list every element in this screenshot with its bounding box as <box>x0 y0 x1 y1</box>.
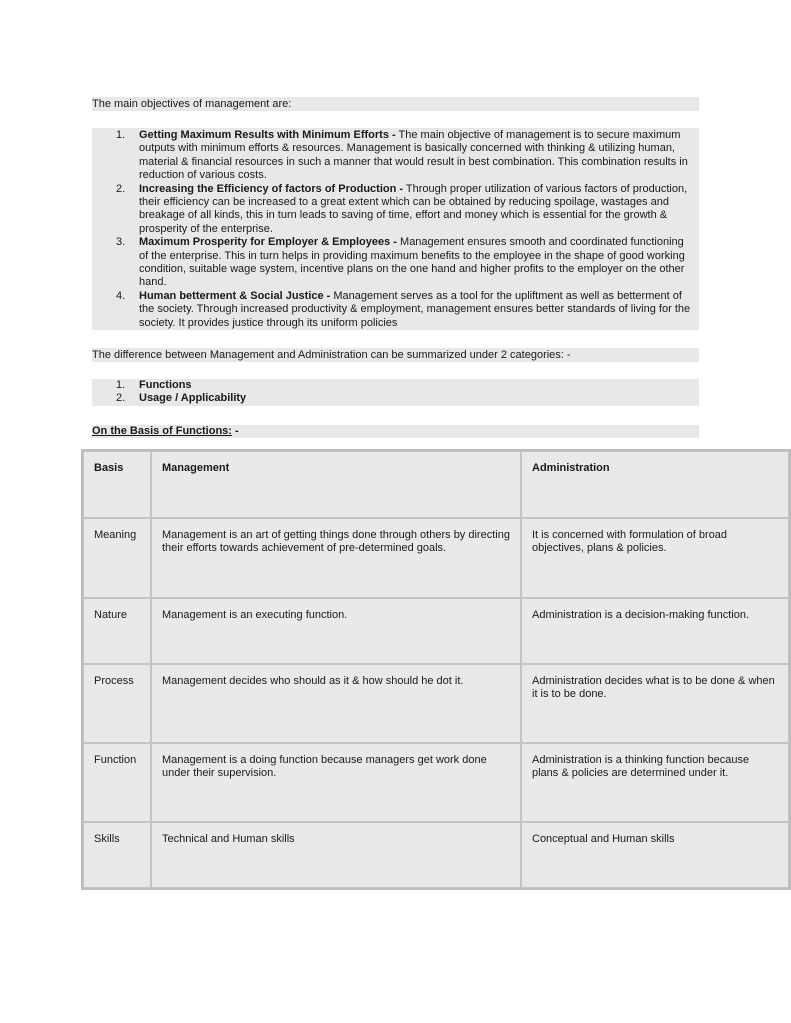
table-header-row <box>83 451 789 518</box>
list-number: 1. <box>116 129 126 141</box>
list-item <box>92 379 692 392</box>
list-number: 4. <box>116 289 126 302</box>
objective-text: Management serves as a tool for the upliftment as well as betterment of the society. Through increased productivity & employment, management ensures better standards of living for the society. It provides justice through its uniform policies <box>139 289 691 329</box>
table-cell: Administration is a thinking function because plans & policies are determined under it. <box>521 743 789 822</box>
list-item <box>92 183 692 237</box>
intro-text: The main objectives of management are: <box>92 97 699 111</box>
table-cell: Management is an executing function. <box>151 598 521 664</box>
list-number: 2. <box>116 182 126 195</box>
objective-text: Through proper utilization of various factors of production, their efficiency can be increased to a great extent which can be obtained by reducing spoilage, wastages and breakage of all kinds, this in turn leads to saving of time, effort and money which is essential for the growth & prosperity of the enterprise. <box>139 182 688 235</box>
table-cell: Conceptual and Human skills <box>521 822 789 888</box>
table-cell: Management is a doing function because managers get work done under their supervision. <box>151 743 521 822</box>
category-label: Usage / Applicability <box>139 392 247 405</box>
table-cell: Administration decides what is to be done & when it is to be done. <box>521 664 789 743</box>
table-row <box>83 822 789 888</box>
table-cell: Skills <box>83 822 151 888</box>
header-cell: Basis <box>83 451 151 518</box>
categories-list <box>92 379 692 406</box>
objective-title: Human betterment & Social Justice - <box>139 289 331 302</box>
section-heading-suffix: - <box>231 425 239 437</box>
table-cell: Meaning <box>83 518 151 598</box>
table-row <box>83 664 789 743</box>
comparison-table <box>81 449 791 890</box>
difference-text: The difference between Management and Administration can be summarized under 2 categories: - <box>92 348 699 362</box>
list-item <box>92 129 692 183</box>
category-label: Functions <box>139 379 192 391</box>
table-cell: Technical and Human skills <box>151 822 521 888</box>
table-cell: It is concerned with formulation of broad objectives, plans & policies. <box>521 518 789 598</box>
objective-text: The main objective of management is to secure maximum outputs with minimum efforts & resources. Management is basically concerned with thinking & utilizing human, material & financial resources in such a manner that would result in best combination. This combination results in reduction of various costs. <box>139 129 688 182</box>
table-cell: Function <box>83 743 151 822</box>
header-cell: Administration <box>521 451 789 518</box>
list-number: 1. <box>116 379 126 391</box>
table-row <box>83 518 789 598</box>
objective-title: Getting Maximum Results with Minimum Efforts - <box>139 129 396 141</box>
table-row <box>83 598 789 664</box>
table-row <box>83 743 789 822</box>
table-cell: Management is an art of getting things done through others by directing their efforts towards achievement of pre-determined goals. <box>151 518 521 598</box>
list-number: 3. <box>116 236 126 249</box>
list-item <box>92 236 692 290</box>
section-heading-text: On the Basis of Functions: <box>92 425 232 437</box>
objectives-list <box>92 129 692 330</box>
table-cell: Administration is a decision-making function. <box>521 598 789 664</box>
section-heading <box>92 425 699 438</box>
table-cell: Process <box>83 664 151 743</box>
list-item <box>92 290 692 330</box>
list-item <box>92 392 692 405</box>
list-number: 2. <box>116 392 126 405</box>
objective-text: Management ensures smooth and coordinated functioning of the enterprise. This in turn helps in providing maximum benefits to the employee in the shape of good working condition, suitable wage system, incentive plans on the one hand and higher profits to the employer on the other hand. <box>139 236 685 289</box>
objective-title: Maximum Prosperity for Employer & Employees - <box>139 236 397 249</box>
table-cell: Management decides who should as it & how should he dot it. <box>151 664 521 743</box>
table-cell: Nature <box>83 598 151 664</box>
objective-title: Increasing the Efficiency of factors of Production - <box>139 182 404 195</box>
header-cell: Management <box>151 451 521 518</box>
